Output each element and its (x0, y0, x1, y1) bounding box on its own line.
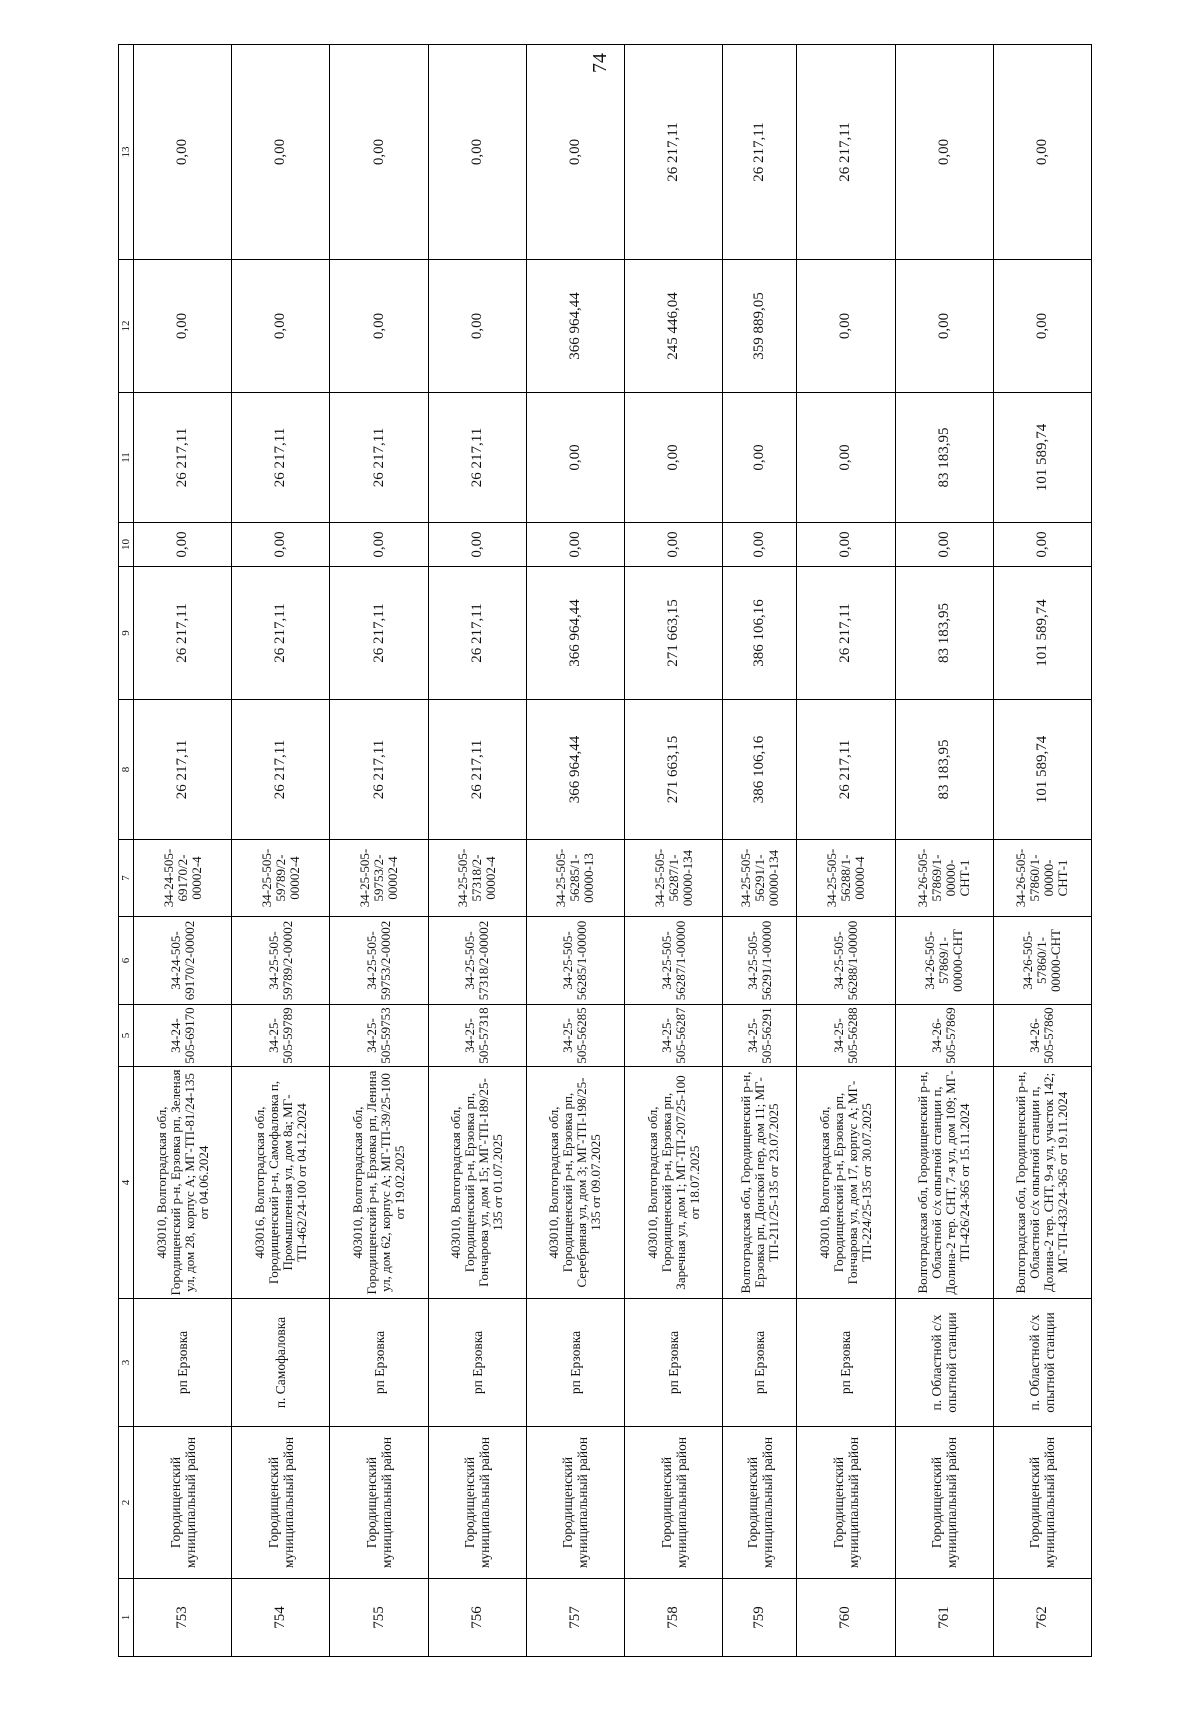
amount-col10-cell: 0,00 (428, 523, 526, 567)
amount-col8-cell: 26 217,11 (428, 700, 526, 840)
amount-col13-cell: 26 217,11 (797, 45, 895, 260)
account-code-cell: 34-25-505-56291/1-00000-134 (723, 840, 797, 917)
column-number: 2 (119, 1427, 134, 1579)
amount-col8-cell: 101 589,74 (993, 700, 1091, 840)
account-code-cell: 34-25-505-56287/1-00000-134 (625, 840, 723, 917)
cadastral-code-cell: 34-25-505-59753 (330, 1005, 428, 1067)
object-code-cell: 34-26-505-57869/1-00000-СНТ (895, 917, 993, 1005)
amount-col13-cell: 0,00 (232, 45, 330, 260)
amount-col9-cell: 83 183,95 (895, 567, 993, 700)
account-code-cell: 34-25-505-57318/2-00002-4 (428, 840, 526, 917)
table-row (232, 45, 330, 1657)
object-code-cell: 34-25-505-59753/2-00002 (330, 917, 428, 1005)
row-number-cell: 759 (723, 1579, 797, 1657)
amount-col13-cell: 0,00 (993, 45, 1091, 260)
amount-col8-cell: 26 217,11 (330, 700, 428, 840)
amount-col12-cell: 0,00 (895, 260, 993, 393)
row-number-cell: 753 (134, 1579, 232, 1657)
column-number: 3 (119, 1299, 134, 1427)
account-code-cell: 34-25-505-59789/2-00002-4 (232, 840, 330, 917)
locality-cell: рп Ерзовка (797, 1299, 895, 1427)
amount-col9-cell: 26 217,11 (797, 567, 895, 700)
amount-col8-cell: 26 217,11 (134, 700, 232, 840)
table-row (330, 45, 428, 1657)
column-number: 8 (119, 700, 134, 840)
amount-col12-cell: 245 446,04 (625, 260, 723, 393)
amount-col10-cell: 0,00 (625, 523, 723, 567)
column-number: 13 (119, 45, 134, 260)
cadastral-code-cell: 34-25-505-59789 (232, 1005, 330, 1067)
amount-col11-cell: 0,00 (797, 393, 895, 523)
amount-col13-cell: 0,00 (428, 45, 526, 260)
column-number: 10 (119, 523, 134, 567)
district-cell: Городищенский муниципальный район (993, 1427, 1091, 1579)
cadastral-code-cell: 34-25-505-56287 (625, 1005, 723, 1067)
amount-col10-cell: 0,00 (134, 523, 232, 567)
account-code-cell: 34-26-505-57869/1-00000-СНТ-1 (895, 840, 993, 917)
amount-col9-cell: 101 589,74 (993, 567, 1091, 700)
amount-col12-cell: 359 889,05 (723, 260, 797, 393)
object-code-cell: 34-25-505-56291/1-00000 (723, 917, 797, 1005)
locality-cell: рп Ерзовка (330, 1299, 428, 1427)
amount-col9-cell: 271 663,15 (625, 567, 723, 700)
address-cell: 403010, Волгоградская обл, Городищенский р-н, Ерзовка рп, Гончарова ул, дом 17, корпус А; МГ-ТП-224/25-135 от 30.07.2025 (797, 1067, 895, 1299)
amount-col11-cell: 83 183,95 (895, 393, 993, 523)
amount-col13-cell: 0,00 (895, 45, 993, 260)
row-number-cell: 762 (993, 1579, 1091, 1657)
amount-col12-cell: 0,00 (993, 260, 1091, 393)
amount-col11-cell: 26 217,11 (232, 393, 330, 523)
address-cell: Волгоградская обл, Городищенский р-н, Ерзовка рп, Донской пер, дом 11; МГ-ТП-211/25-135 от 23.07.2025 (723, 1067, 797, 1299)
amount-col11-cell: 26 217,11 (330, 393, 428, 523)
object-code-cell: 34-26-505-57860/1-00000-СНТ (993, 917, 1091, 1005)
amount-col13-cell: 0,00 (526, 45, 624, 260)
locality-cell: рп Ерзовка (625, 1299, 723, 1427)
page-number: 74 (589, 53, 611, 73)
address-cell: 403010, Волгоградская обл, Городищенский р-н, Ерзовка рп, Гончарова ул, дом 15; МГ-ТП-189/25-135 от 01.07.2025 (428, 1067, 526, 1299)
district-cell: Городищенский муниципальный район (232, 1427, 330, 1579)
address-cell: 403010, Волгоградская обл, Городищенский р-н, Ерзовка рп, Зеленая ул, дом 28, корпус А; МГ-ТП-81/24-135 от 04.06.2024 (134, 1067, 232, 1299)
cadastral-code-cell: 34-26-505-57869 (895, 1005, 993, 1067)
amount-col9-cell: 386 106,16 (723, 567, 797, 700)
address-cell: 403010, Волгоградская обл, Городищенский р-н, Ерзовка рп, Заречная ул, дом 1; МГ-ТП-207/25-100 от 18.07.2025 (625, 1067, 723, 1299)
amount-col10-cell: 0,00 (895, 523, 993, 567)
amount-col13-cell: 26 217,11 (625, 45, 723, 260)
column-number: 5 (119, 1005, 134, 1067)
locality-cell: п. Областной с/х опытной станции (895, 1299, 993, 1427)
amount-col9-cell: 26 217,11 (232, 567, 330, 700)
column-number: 7 (119, 840, 134, 917)
object-code-cell: 34-24-505-69170/2-00002 (134, 917, 232, 1005)
amount-col9-cell: 26 217,11 (330, 567, 428, 700)
address-cell: 403010, Волгоградская обл, Городищенский р-н, Ерзовка рп, Серебряная ул, дом 3; МГ-ТП-198/25-135 от 09.07.2025 (526, 1067, 624, 1299)
locality-cell: рп Ерзовка (134, 1299, 232, 1427)
district-cell: Городищенский муниципальный район (526, 1427, 624, 1579)
amount-col12-cell: 0,00 (330, 260, 428, 393)
column-number: 4 (119, 1067, 134, 1299)
table-wrapper (118, 45, 1092, 1657)
district-cell: Городищенский муниципальный район (330, 1427, 428, 1579)
amount-col9-cell: 26 217,11 (134, 567, 232, 700)
column-number: 9 (119, 567, 134, 700)
table-row (428, 45, 526, 1657)
column-number: 12 (119, 260, 134, 393)
amount-col10-cell: 0,00 (797, 523, 895, 567)
district-cell: Городищенский муниципальный район (723, 1427, 797, 1579)
amount-col11-cell: 0,00 (723, 393, 797, 523)
amount-col9-cell: 366 964,44 (526, 567, 624, 700)
amount-col10-cell: 0,00 (993, 523, 1091, 567)
table-row (895, 45, 993, 1657)
amount-col13-cell: 0,00 (134, 45, 232, 260)
address-cell: Волгоградская обл, Городищенский р-н, Областной с/х опытной станции п, Долина-2 тер. СНТ, 9-я ул, участок 142; МГ-ТП-433/24-365 от 19.11.2024 (993, 1067, 1091, 1299)
column-number: 1 (119, 1579, 134, 1657)
locality-cell: рп Ерзовка (723, 1299, 797, 1427)
amount-col11-cell: 0,00 (526, 393, 624, 523)
address-cell: Волгоградская обл, Городищенский р-н, Областной с/х опытной станции п, Долина-2 тер. СНТ, 7-я ул, дом 109; МГ-ТП-426/24-365 от 15.11.2024 (895, 1067, 993, 1299)
district-cell: Городищенский муниципальный район (797, 1427, 895, 1579)
row-number-cell: 760 (797, 1579, 895, 1657)
amount-col12-cell: 0,00 (134, 260, 232, 393)
cadastral-code-cell: 34-24-505-69170 (134, 1005, 232, 1067)
amount-col13-cell: 26 217,11 (723, 45, 797, 260)
district-cell: Городищенский муниципальный район (895, 1427, 993, 1579)
district-cell: Городищенский муниципальный район (625, 1427, 723, 1579)
amount-col11-cell: 26 217,11 (428, 393, 526, 523)
data-table (118, 44, 1092, 1657)
account-code-cell: 34-25-505-56288/1-00000-4 (797, 840, 895, 917)
column-number: 6 (119, 917, 134, 1005)
row-number-cell: 756 (428, 1579, 526, 1657)
amount-col10-cell: 0,00 (330, 523, 428, 567)
row-number-cell: 754 (232, 1579, 330, 1657)
account-code-cell: 34-24-505-69170/2-00002-4 (134, 840, 232, 917)
amount-col11-cell: 0,00 (625, 393, 723, 523)
amount-col12-cell: 0,00 (797, 260, 895, 393)
table-row (797, 45, 895, 1657)
amount-col13-cell: 0,00 (330, 45, 428, 260)
table-row (134, 45, 232, 1657)
amount-col8-cell: 26 217,11 (797, 700, 895, 840)
table-row (723, 45, 797, 1657)
account-code-cell: 34-25-505-56285/1-00000-13 (526, 840, 624, 917)
amount-col8-cell: 366 964,44 (526, 700, 624, 840)
cadastral-code-cell: 34-25-505-56288 (797, 1005, 895, 1067)
locality-cell: п. Областной с/х опытной станции (993, 1299, 1091, 1427)
account-code-cell: 34-25-505-59753/2-00002-4 (330, 840, 428, 917)
address-cell: 403016, Волгоградская обл, Городищенский р-н, Самофаловка п, Промышленная ул, дом 8а; МГ-ТП-462/24-100 от 04.12.2024 (232, 1067, 330, 1299)
amount-col10-cell: 0,00 (723, 523, 797, 567)
amount-col11-cell: 101 589,74 (993, 393, 1091, 523)
amount-col12-cell: 366 964,44 (526, 260, 624, 393)
locality-cell: рп Ерзовка (428, 1299, 526, 1427)
cadastral-code-cell: 34-25-505-57318 (428, 1005, 526, 1067)
cadastral-code-cell: 34-25-505-56291 (723, 1005, 797, 1067)
amount-col8-cell: 26 217,11 (232, 700, 330, 840)
row-number-cell: 755 (330, 1579, 428, 1657)
column-number: 11 (119, 393, 134, 523)
object-code-cell: 34-25-505-56288/1-00000 (797, 917, 895, 1005)
amount-col12-cell: 0,00 (428, 260, 526, 393)
locality-cell: п. Самофаловка (232, 1299, 330, 1427)
amount-col10-cell: 0,00 (232, 523, 330, 567)
object-code-cell: 34-25-505-56285/1-00000 (526, 917, 624, 1005)
cadastral-code-cell: 34-26-505-57860 (993, 1005, 1091, 1067)
district-cell: Городищенский муниципальный район (134, 1427, 232, 1579)
row-number-cell: 761 (895, 1579, 993, 1657)
cadastral-code-cell: 34-25-505-56285 (526, 1005, 624, 1067)
amount-col11-cell: 26 217,11 (134, 393, 232, 523)
address-cell: 403010, Волгоградская обл, Городищенский р-н, Ерзовка рп, Ленина ул, дом 62, корпус А; МГ-ТП-39/25-100 от 19.02.2025 (330, 1067, 428, 1299)
row-number-cell: 758 (625, 1579, 723, 1657)
district-cell: Городищенский муниципальный район (428, 1427, 526, 1579)
row-number-cell: 757 (526, 1579, 624, 1657)
table-row (993, 45, 1091, 1657)
object-code-cell: 34-25-505-56287/1-00000 (625, 917, 723, 1005)
account-code-cell: 34-26-505-57860/1-00000-СНТ-1 (993, 840, 1091, 917)
table-row (625, 45, 723, 1657)
table-row (526, 45, 624, 1657)
amount-col10-cell: 0,00 (526, 523, 624, 567)
amount-col12-cell: 0,00 (232, 260, 330, 393)
amount-col8-cell: 83 183,95 (895, 700, 993, 840)
amount-col8-cell: 386 106,16 (723, 700, 797, 840)
amount-col9-cell: 26 217,11 (428, 567, 526, 700)
amount-col8-cell: 271 663,15 (625, 700, 723, 840)
column-number-row (119, 45, 134, 1657)
object-code-cell: 34-25-505-59789/2-00002 (232, 917, 330, 1005)
locality-cell: рп Ерзовка (526, 1299, 624, 1427)
object-code-cell: 34-25-505-57318/2-00002 (428, 917, 526, 1005)
